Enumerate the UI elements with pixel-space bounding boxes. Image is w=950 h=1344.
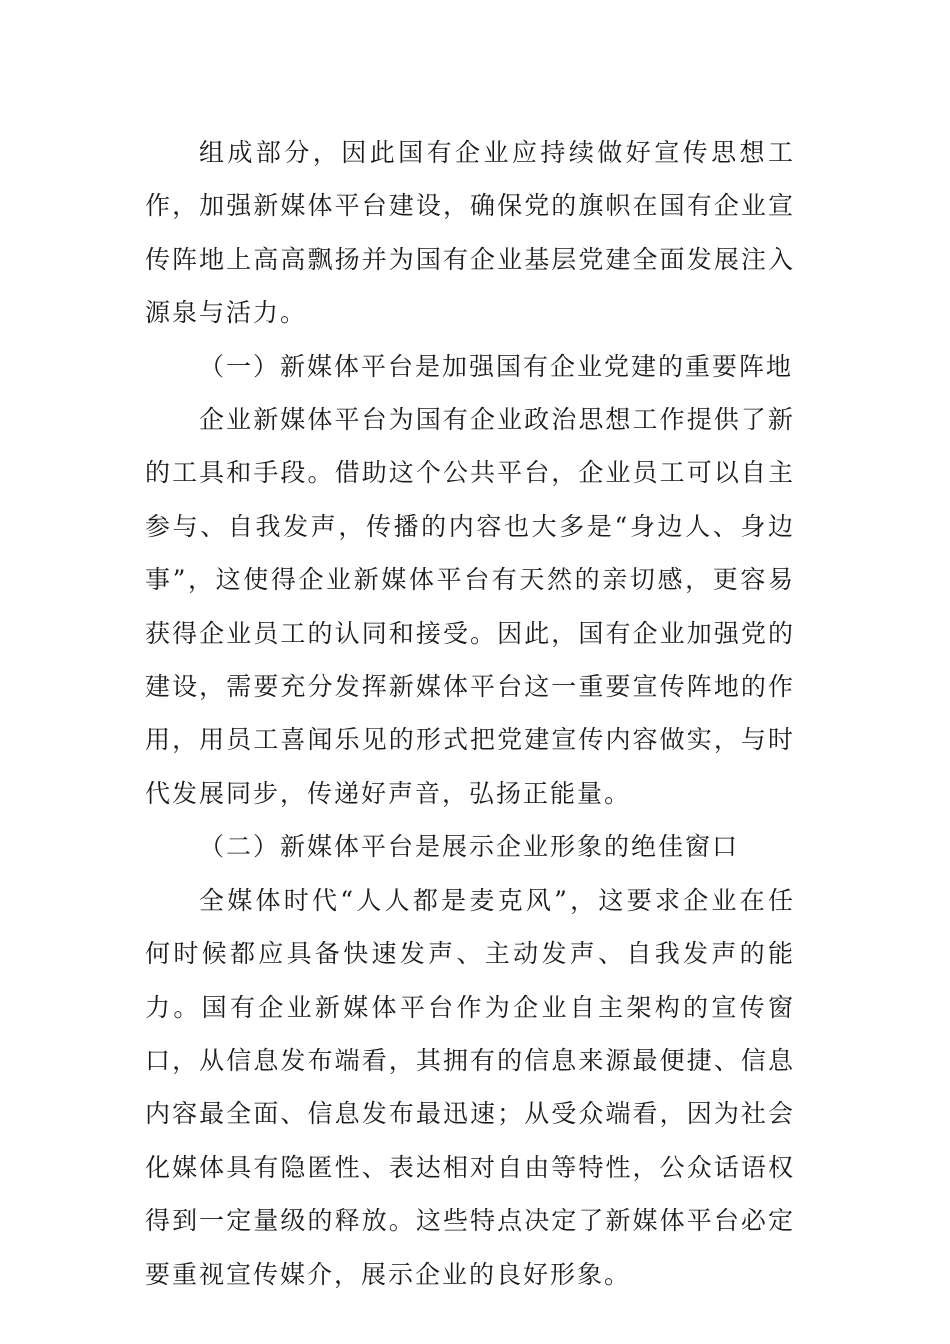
section-heading-1: （一）新媒体平台是加强国有企业党建的重要阵地: [199, 351, 794, 381]
paragraph-continuation: 组成部分，因此国有企业应持续做好宣传思想工作，加强新媒体平台建设，确保党的旗帜在国有企业宣传阵地上高高飘扬并为国有企业基层党建全面发展注入源泉与活力。: [145, 138, 795, 328]
paragraph-section-2: 全媒体时代“人人都是麦克风”，这要求企业在任何时候都应具备快速发声、主动发声、自我发声的能力。国有企业新媒体平台作为企业自主架构的宣传窗口，从信息发布端看，其拥有的信息来源最便捷、信息内容最全面、信息发布最迅速；从受众端看，因为社会化媒体具有隐匿性、表达相对自由等特性，公众话语权得到一定量级的释放。这些特点决定了新媒体平台必定要重视宣传媒介，展示企业的良好形象。: [145, 885, 795, 1289]
document-body: [145, 126, 795, 1301]
section-heading-2: （二）新媒体平台是展示企业形象的绝佳窗口: [199, 832, 740, 862]
paragraph-section-1: 企业新媒体平台为国有企业政治思想工作提供了新的工具和手段。借助这个公共平台，企业员工可以自主参与、自我发声，传播的内容也大多是“身边人、身边事”，这使得企业新媒体平台有天然的亲切感，更容易获得企业员工的认同和接受。因此，国有企业加强党的建设，需要充分发挥新媒体平台这一重要宣传阵地的作用，用员工喜闻乐见的形式把党建宣传内容做实，与时代发展同步，传递好声音，弘扬正能量。: [145, 405, 795, 808]
